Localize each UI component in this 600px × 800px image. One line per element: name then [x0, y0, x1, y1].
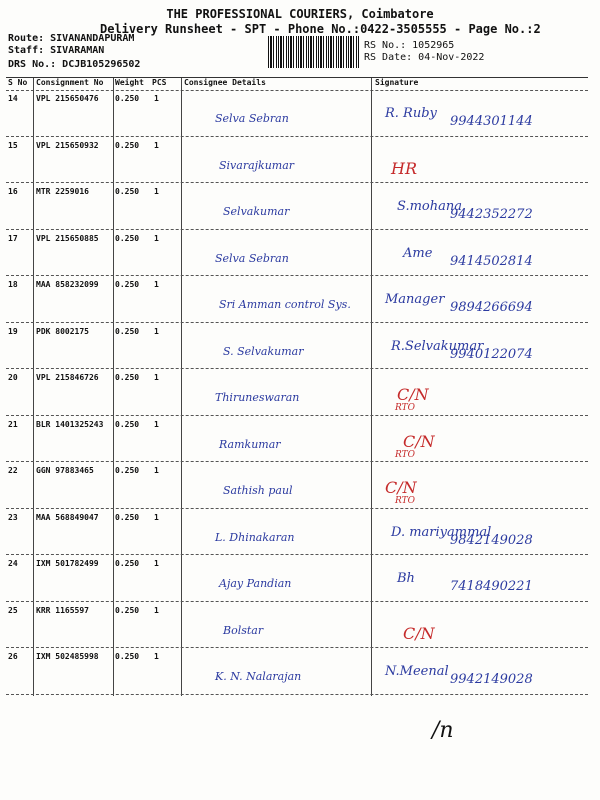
- row-consignee-handwritten: Selva Sebran: [215, 251, 289, 265]
- col-divider: [181, 78, 182, 696]
- row-divider: [6, 229, 588, 230]
- row-sno: 18: [8, 280, 18, 289]
- row-signature: Manager: [385, 292, 445, 307]
- row-signature: N.Meenal: [385, 664, 449, 679]
- row-consignment-no: GGN 97883465: [36, 466, 94, 475]
- row-pcs: 1: [154, 605, 159, 615]
- drs-number: DRS No.: DCJB105296502: [8, 59, 141, 70]
- row-consignee-handwritten: S. Selvakumar: [223, 344, 304, 358]
- row-signature: C/N: [397, 385, 429, 404]
- row-signature: C/N: [385, 478, 417, 497]
- row-signature-note: RTO: [395, 496, 415, 506]
- row-signature-note: 9944301144: [450, 114, 533, 129]
- row-signature-note: 9940122074: [450, 346, 533, 362]
- row-signature-note: 7418490221: [450, 579, 533, 594]
- row-consignment-no: IXM 502485998: [36, 652, 99, 661]
- row-consignee-handwritten: K. N. Nalarajan: [215, 670, 302, 683]
- row-signature-note: RTO: [395, 403, 415, 413]
- row-pcs: 1: [154, 559, 159, 568]
- row-weight: 0.250: [115, 419, 140, 429]
- row-divider: [6, 461, 588, 462]
- barcode: [268, 36, 360, 68]
- row-signature-note: 9894266694: [450, 300, 533, 315]
- col-divider: [371, 78, 372, 696]
- row-consignment-no: PDK 8002175: [36, 326, 89, 336]
- row-divider: [6, 322, 588, 323]
- company-title: THE PROFESSIONAL COURIERS, Coimbatore: [166, 7, 434, 21]
- row-consignment-no: VPL 215650476: [36, 94, 99, 103]
- row-consignment-no: MTR 2259016: [36, 187, 89, 196]
- row-signature: R.Selvakumar: [391, 338, 484, 354]
- row-weight: 0.250: [115, 652, 140, 661]
- row-divider: [6, 182, 588, 183]
- col-divider: [33, 78, 34, 696]
- row-consignee-handwritten: Selva Sebran: [215, 112, 289, 125]
- row-divider: [6, 647, 588, 648]
- row-sno: 26: [8, 652, 18, 661]
- row-pcs: 1: [154, 94, 159, 103]
- row-sno: 21: [8, 419, 18, 429]
- row-consignment-no: MAA 858232099: [36, 280, 99, 289]
- row-sno: 15: [8, 140, 18, 150]
- col-header-consignment: Consignment No: [36, 78, 104, 87]
- row-weight: 0.250: [115, 233, 140, 243]
- row-consignment-no: MAA 568849047: [36, 512, 99, 522]
- row-consignee-handwritten: L. Dhinakaran: [215, 530, 295, 544]
- page-mark: /n: [432, 718, 454, 743]
- row-divider: [6, 554, 588, 555]
- row-divider: [6, 136, 588, 137]
- row-signature: C/N: [403, 431, 435, 451]
- row-sno: 20: [8, 373, 18, 382]
- rs-number: RS No.: 1052965: [364, 40, 455, 51]
- row-weight: 0.250: [115, 373, 140, 382]
- row-consignee-handwritten: Ajay Pandian: [219, 577, 292, 590]
- runsheet-title: Delivery Runsheet - SPT - Phone No.:0422-3505555 - Page No.:2: [100, 22, 541, 36]
- row-sno: 14: [8, 94, 18, 103]
- row-signature-note: 9414502814: [450, 253, 533, 269]
- row-weight: 0.250: [115, 94, 140, 103]
- row-consignment-no: IXM 501782499: [36, 559, 99, 568]
- row-signature: R. Ruby: [385, 106, 437, 121]
- row-signature: D. mariyammal: [391, 524, 492, 540]
- route-label: Route: SIVANANDAPURAM: [8, 33, 135, 44]
- row-signature-note: 9942149028: [450, 672, 533, 687]
- row-consignee-handwritten: Thiruneswaran: [215, 391, 300, 404]
- row-consignment-no: BLR 1401325243: [36, 419, 104, 429]
- row-sno: 23: [8, 512, 18, 522]
- col-divider: [113, 78, 114, 696]
- col-header-consignee: Consignee Details: [184, 78, 266, 87]
- row-pcs: 1: [154, 233, 159, 243]
- row-pcs: 1: [154, 280, 159, 289]
- rs-date: RS Date: 04-Nov-2022: [364, 52, 485, 63]
- row-divider: [6, 601, 588, 602]
- row-weight: 0.250: [115, 466, 140, 475]
- row-pcs: 1: [154, 419, 159, 429]
- row-signature-note: 9442352272: [450, 207, 533, 222]
- row-pcs: 1: [154, 466, 159, 475]
- header-divider: [6, 90, 588, 91]
- row-sno: 17: [8, 233, 18, 243]
- row-signature-note: RTO: [395, 449, 415, 460]
- row-sno: 19: [8, 326, 18, 336]
- row-pcs: 1: [154, 140, 159, 150]
- col-header-weight: Weight: [115, 78, 144, 87]
- row-weight: 0.250: [115, 187, 140, 196]
- row-signature: HR: [391, 158, 417, 178]
- row-pcs: 1: [154, 326, 159, 336]
- row-signature-note: 9842149028: [450, 532, 533, 548]
- row-pcs: 1: [154, 187, 159, 196]
- row-sno: 22: [8, 466, 18, 475]
- row-pcs: 1: [154, 373, 159, 382]
- row-consignment-no: VPL 215846726: [36, 373, 99, 382]
- col-header-sno: S No: [8, 78, 28, 87]
- row-divider: [6, 368, 588, 369]
- row-sno: 24: [8, 559, 18, 568]
- row-consignee-handwritten: Sathish paul: [223, 484, 293, 497]
- row-weight: 0.250: [115, 326, 140, 336]
- col-header-signature: Signature: [375, 78, 419, 87]
- row-consignment-no: VPL 215650885: [36, 233, 99, 243]
- row-consignee-handwritten: Selvakumar: [223, 205, 290, 218]
- staff-label: Staff: SIVARAMAN: [8, 45, 105, 56]
- row-consignee-handwritten: Ramkumar: [219, 437, 281, 451]
- row-consignment-no: VPL 215650932: [36, 140, 99, 150]
- row-divider: [6, 694, 588, 695]
- row-consignment-no: KRR 1165597: [36, 605, 89, 615]
- row-consignee-handwritten: Bolstar: [223, 623, 264, 637]
- row-signature: S.mohana: [397, 199, 462, 214]
- row-divider: [6, 415, 588, 416]
- row-consignee-handwritten: Sivarajkumar: [219, 158, 295, 172]
- row-signature: C/N: [403, 623, 435, 643]
- row-pcs: 1: [154, 652, 159, 661]
- row-weight: 0.250: [115, 559, 140, 568]
- row-signature: Ame: [403, 245, 433, 261]
- row-divider: [6, 508, 588, 509]
- row-weight: 0.250: [115, 280, 140, 289]
- row-sno: 25: [8, 605, 18, 615]
- row-signature: Bh: [397, 571, 415, 586]
- row-pcs: 1: [154, 512, 159, 522]
- row-consignee-handwritten: Sri Amman control Sys.: [219, 298, 351, 311]
- row-weight: 0.250: [115, 605, 140, 615]
- row-divider: [6, 275, 588, 276]
- row-sno: 16: [8, 187, 18, 196]
- col-header-pcs: PCS: [152, 78, 167, 87]
- row-weight: 0.250: [115, 512, 140, 522]
- row-weight: 0.250: [115, 140, 140, 150]
